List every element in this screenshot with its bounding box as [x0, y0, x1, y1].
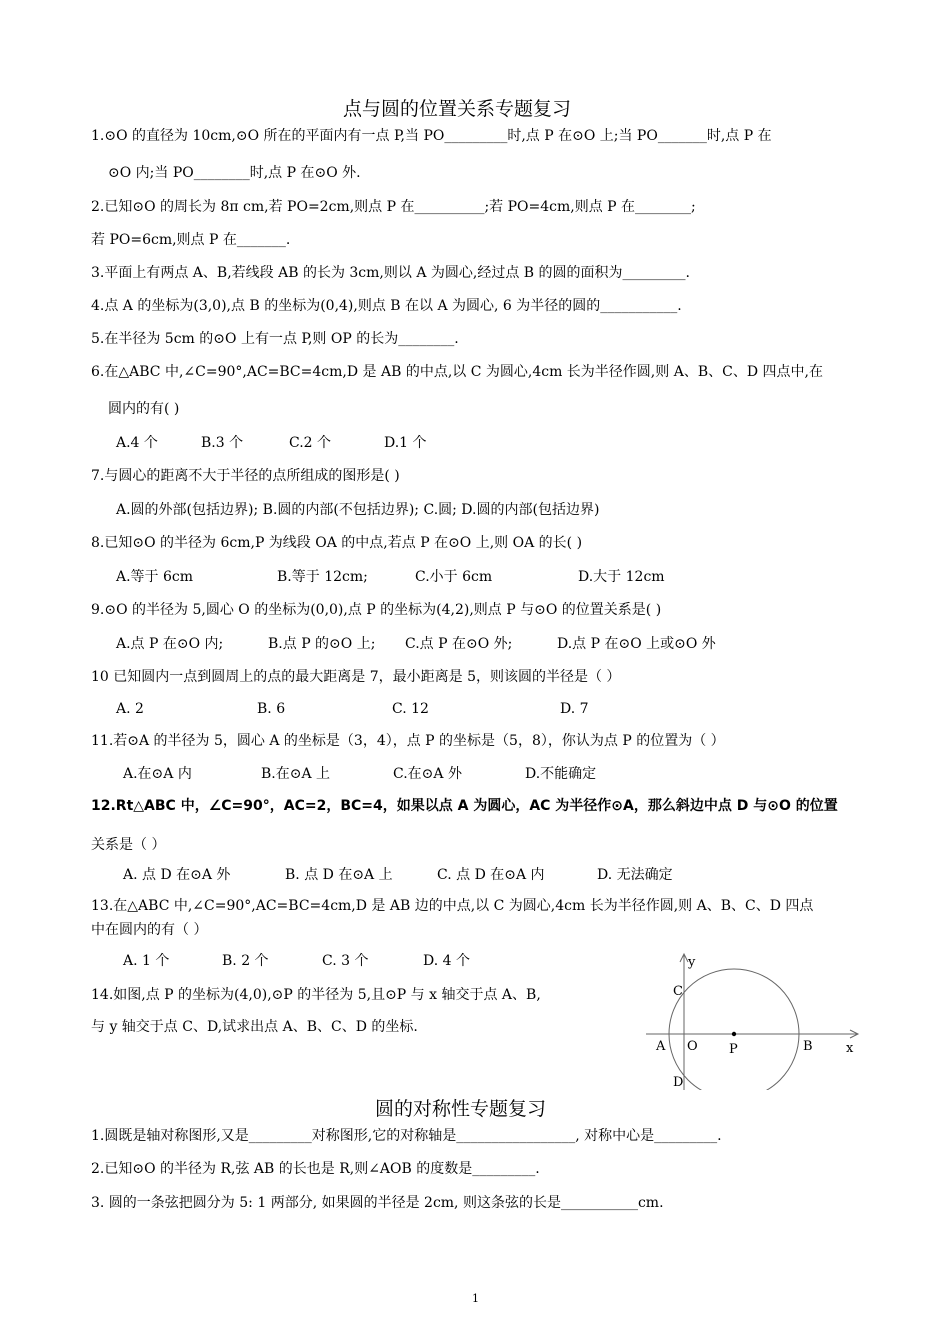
- q1-line2: ⊙O 内;当 PO________时,点 P 在⊙O 外.: [108, 165, 361, 181]
- q6-option-d: D.1 个: [384, 435, 427, 451]
- q6-option-b: B.3 个: [201, 435, 244, 451]
- label-a: A: [656, 1039, 666, 1054]
- q10-stem: 10 已知圆内一点到圆周上的点的最大距离是 7，最小距离是 5，则该圆的半径是（ ）: [91, 669, 621, 685]
- q11-stem: 11.若⊙A 的半径为 5，圆心 A 的坐标是（3，4），点 P 的坐标是（5，8），你认为点 P 的位置为（ ）: [91, 733, 725, 749]
- q2-line2: 若 PO=6cm,则点 P 在_______.: [91, 232, 291, 248]
- label-p: P: [729, 1042, 738, 1057]
- q6-line2: 圆内的有( ): [108, 401, 180, 417]
- q12-option-a: A. 点 D 在⊙A 外: [123, 867, 231, 883]
- q12-option-b: B. 点 D 在⊙A 上: [285, 867, 393, 883]
- q6-option-a: A.4 个: [116, 435, 158, 451]
- q14-line1: 14.如图,点 P 的坐标为(4,0),⊙P 的半径为 5,且⊙P 与 x 轴交于点 A、B,: [91, 987, 541, 1003]
- q13-option-a: A. 1 个: [123, 953, 170, 969]
- s2-q2: 2.已知⊙O 的半径为 R,弦 AB 的长也是 R,则∠AOB 的度数是_________.: [91, 1161, 540, 1177]
- q11-option-a: A.在⊙A 内: [123, 766, 192, 782]
- q8-option-d: D.大于 12cm: [578, 569, 665, 585]
- q9-option-d: D.点 P 在⊙O 上或⊙O 外: [557, 636, 716, 652]
- q11-option-d: D.不能确定: [525, 766, 597, 782]
- q8-option-a: A.等于 6cm: [116, 569, 194, 585]
- q3: 3.平面上有两点 A、B,若线段 AB 的长为 3cm,则以 A 为圆心,经过点 B 的圆的面积为_________.: [91, 265, 690, 281]
- label-d: D: [673, 1075, 684, 1090]
- q11-option-b: B.在⊙A 上: [261, 766, 331, 782]
- q9-option-b: B.点 P 的⊙O 上;: [268, 636, 376, 652]
- section2-title: 圆的对称性专题复习: [375, 1098, 547, 1120]
- q13-option-c: C. 3 个: [322, 953, 369, 969]
- q5: 5.在半径为 5cm 的⊙O 上有一点 P,则 OP 的长为________.: [91, 331, 459, 347]
- q9-option-c: C.点 P 在⊙O 外;: [405, 636, 513, 652]
- q10-option-b: B. 6: [257, 701, 286, 717]
- q10-option-d: D. 7: [560, 701, 589, 717]
- s2-q1: 1.圆既是轴对称图形,又是_________对称图形,它的对称轴是_________________, 对称中心是_________.: [91, 1128, 722, 1144]
- q6-option-c: C.2 个: [289, 435, 332, 451]
- q10-option-c: C. 12: [392, 701, 429, 717]
- q7-options: A.圆的外部(包括边界); B.圆的内部(不包括边界); C.圆; D.圆的内部(包括边界): [116, 502, 600, 518]
- q13-line2: 中在圆内的有（ ）: [91, 922, 208, 938]
- q2-line1: 2.已知⊙O 的周长为 8π cm,若 PO=2cm,则点 P 在__________;若 PO=4cm,则点 P 在________;: [91, 199, 696, 215]
- s2-q3: 3. 圆的一条弦把圆分为 5: 1 两部分, 如果圆的半径是 2cm, 则这条弦的长是___________cm.: [91, 1195, 664, 1211]
- q14-line2: 与 y 轴交于点 C、D,试求出点 A、B、C、D 的坐标.: [91, 1019, 418, 1035]
- q13-option-d: D. 4 个: [423, 953, 470, 969]
- q1-line1: 1.⊙O 的直径为 10cm,⊙O 所在的平面内有一点 P,当 PO_________时,点 P 在⊙O 上;当 PO_______时,点 P 在: [91, 128, 772, 144]
- q8-option-c: C.小于 6cm: [415, 569, 493, 585]
- coordinate-circle-figure: [640, 950, 870, 1090]
- page-number: 1: [472, 1292, 479, 1305]
- label-c: C: [673, 984, 683, 999]
- label-x: x: [846, 1041, 854, 1056]
- q7-stem: 7.与圆心的距离不大于半径的点所组成的图形是( ): [91, 468, 400, 484]
- label-o: O: [687, 1039, 698, 1054]
- q8-option-b: B.等于 12cm;: [277, 569, 368, 585]
- q10-option-a: A. 2: [116, 701, 144, 717]
- q12-line2: 关系是（ ）: [91, 837, 166, 853]
- point-p: [732, 1032, 736, 1036]
- section1-title: 点与圆的位置关系专题复习: [343, 98, 572, 120]
- q12-option-d: D. 无法确定: [597, 867, 673, 883]
- q13-line1: 13.在△ABC 中,∠C=90°,AC=BC=4cm,D 是 AB 边的中点,以 C 为圆心,4cm 长为半径作圆,则 A、B、C、D 四点: [91, 898, 814, 914]
- q12-option-c: C. 点 D 在⊙A 内: [437, 867, 545, 883]
- label-b: B: [803, 1039, 813, 1054]
- q11-option-c: C.在⊙A 外: [393, 766, 462, 782]
- q8-stem: 8.已知⊙O 的半径为 6cm,P 为线段 OA 的中点,若点 P 在⊙O 上,则 OA 的长( ): [91, 535, 583, 551]
- q9-stem: 9.⊙O 的半径为 5,圆心 O 的坐标为(0,0),点 P 的坐标为(4,2),则点 P 与⊙O 的位置关系是( ): [91, 602, 662, 618]
- circle-p: [669, 969, 799, 1090]
- label-y: y: [688, 955, 696, 970]
- q9-option-a: A.点 P 在⊙O 内;: [116, 636, 224, 652]
- q12-line1: 12.Rt△ABC 中，∠C=90°，AC=2，BC=4，如果以点 A 为圆心，AC 为半径作⊙A，那么斜边中点 D 与⊙O 的位置: [91, 798, 838, 814]
- q13-option-b: B. 2 个: [222, 953, 269, 969]
- q6-line1: 6.在△ABC 中,∠C=90°,AC=BC=4cm,D 是 AB 的中点,以 C 为圆心,4cm 长为半径作圆,则 A、B、C、D 四点中,在: [91, 364, 823, 380]
- q4: 4.点 A 的坐标为(3,0),点 B 的坐标为(0,4),则点 B 在以 A 为圆心, 6 为半径的圆的___________.: [91, 298, 682, 314]
